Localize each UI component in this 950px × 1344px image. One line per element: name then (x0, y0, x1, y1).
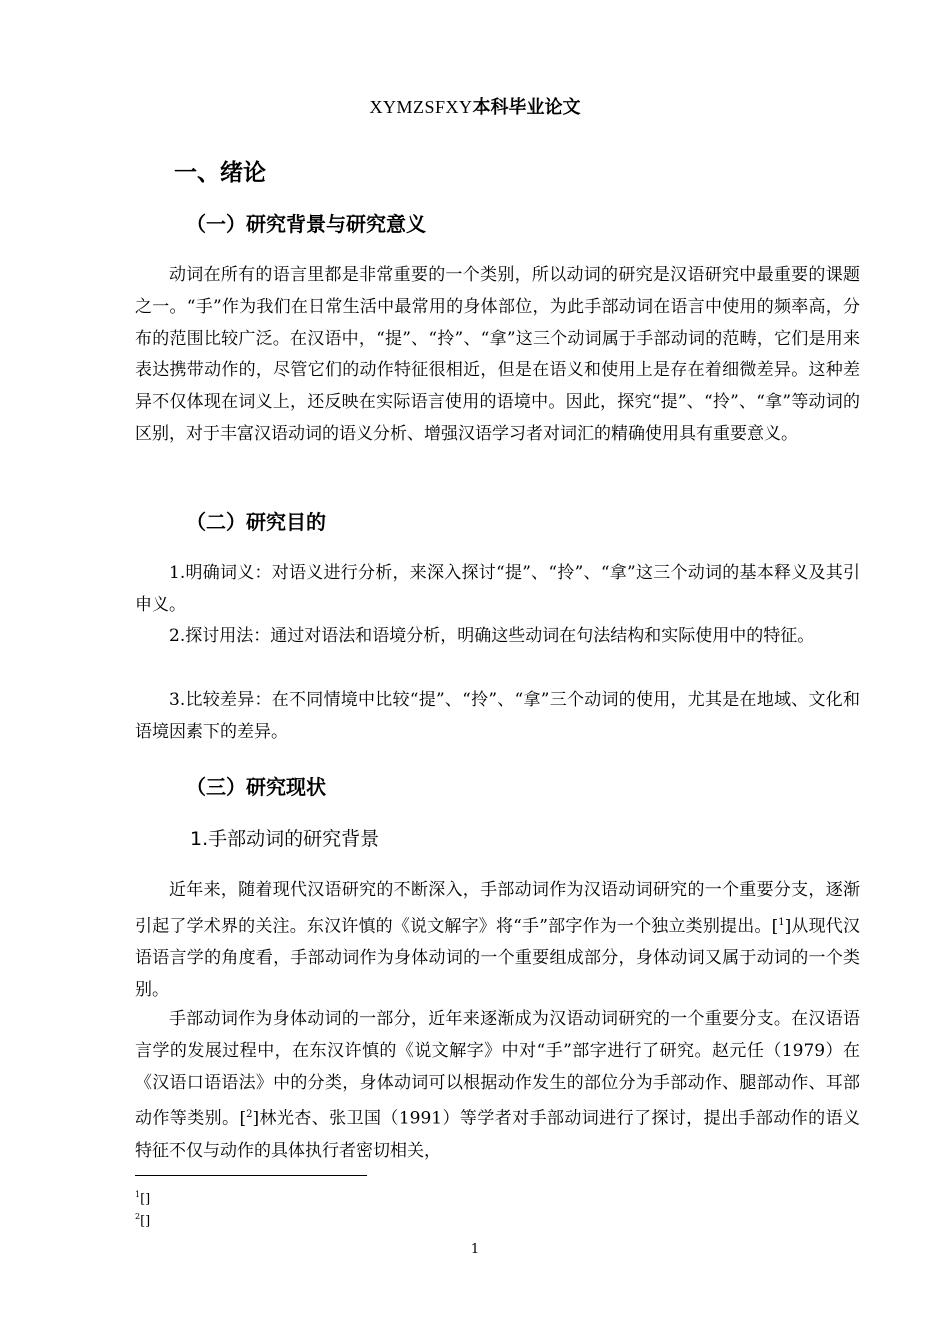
footnote-mark: 2 (135, 1212, 141, 1221)
purpose-item-3: 3.比较差异：在不同情境中比较“提”、“拎”、“拿”三个动词的使用，尤其是在地域、文化和语境因素下的差异。 (135, 690, 860, 742)
paragraph-text: 近年来，随着现代汉语研究的不断深入，手部动词作为汉语动词研究的一个重要分支，逐渐引起了学术界的关注。东汉许慎的《说文解字》将“手”部字作为一个独立类别提出。[ (135, 880, 860, 937)
running-header (0, 94, 950, 121)
paragraph-hand-verbs-1 (135, 875, 860, 1007)
paragraph-text: ]从现代汉语语言学的角度看，手部动词作为身体动词的一个重要组成部分，身体动词又属于动词的一个类别。 (135, 916, 861, 1001)
header-thesis-label: 本科毕业论文 (472, 97, 581, 118)
page-number: 1 (470, 1242, 480, 1257)
footnote-text: [] (140, 1214, 151, 1229)
footnote-text: [] (140, 1192, 151, 1207)
paragraph-hand-verbs-2 (135, 1004, 860, 1168)
footnote-2 (135, 1208, 150, 1231)
footnote-mark: 1 (135, 1190, 141, 1199)
section-title-status: （三）研究现状 (186, 775, 326, 799)
purpose-item-1: 1.明确词义：对语义进行分析，来深入探讨“提”、“拎”、“拿”这三个动词的基本释义及其引申义。 (135, 563, 860, 615)
subsection-title-hand-verbs: 1.手部动词的研究背景 (190, 828, 380, 850)
chapter-title: 一、绪论 (174, 160, 266, 186)
paragraph-background: 动词在所有的语言里都是非常重要的一个类别，所以动词的研究是汉语研究中最重要的课题之一。“手”作为我们在日常生活中最常用的身体部位，为此手部动词在语言中使用的频率高，分布的范围比较广泛。在汉语中，“提”、“拎”、“拿”这三个动词属于手部动词的范畴，它们是用来表达携带动作的，尽管它们的动作特征很相近，但是在语义和使用上是存在着细微差异。这种差异不仅体现在词义上，还反映在实际语言使用的语境中。因此，探究“提”、“拎”、“拿”等动词的区别，对于丰富汉语动词的语义分析、增强汉语学习者对词汇的精确使用具有重要意义。 (135, 265, 860, 444)
citation-marker[interactable]: 2 (246, 1109, 253, 1121)
footnote-separator (135, 1175, 367, 1176)
section-title-background: （一）研究背景与研究意义 (186, 212, 426, 236)
purpose-item-2: 2.探讨用法：通过对语法和语境分析，明确这些动词在句法结构和实际使用中的特征。 (169, 626, 815, 646)
paragraph-text: 手部动词作为身体动词的一部分，近年来逐渐成为汉语动词研究的一个重要分支。在汉语语言学的发展过程中，在东汉许慎的《说文解字》中对“手”部字进行了研究。赵元任（1979）在《汉语口语语法》中的分类，身体动词可以根据动作发生的部位分为手部动作、腿部动作、耳部动作等类别。[ (135, 1009, 860, 1130)
section-title-purpose: （二）研究目的 (186, 510, 326, 534)
citation-marker[interactable]: 1 (778, 916, 785, 928)
header-school-code: XYMZSFXY (369, 97, 473, 117)
paragraph-text: ]林光杏、张卫国（1991）等学者对手部动词进行了探讨，提出手部动作的语义特征不仅与动作的具体执行者密切相关， (135, 1109, 860, 1161)
footnote-1 (135, 1186, 150, 1209)
